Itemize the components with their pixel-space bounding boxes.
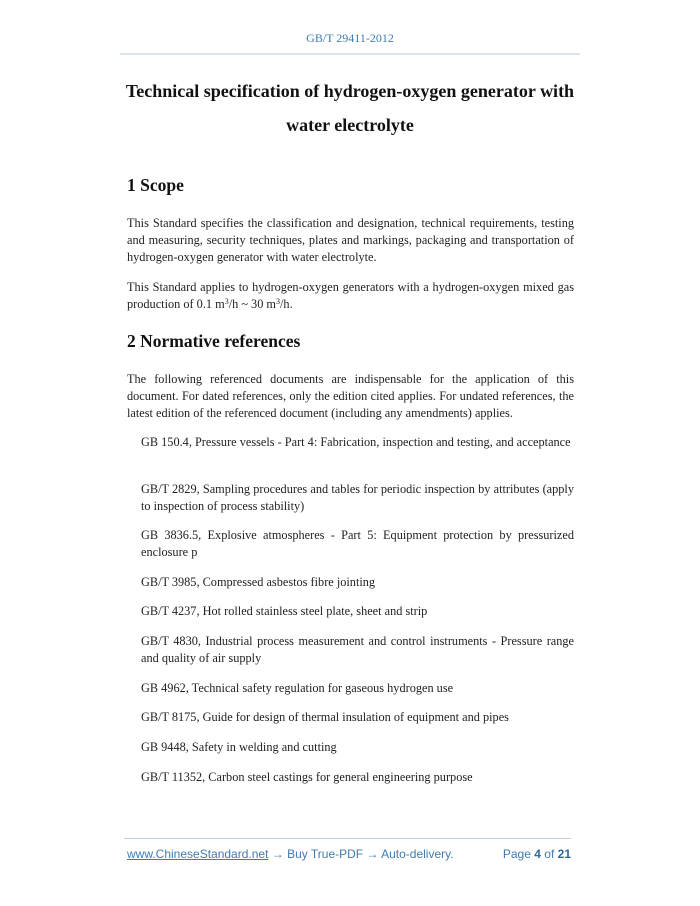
page-of-label: of [544, 847, 555, 861]
page-number [503, 847, 571, 861]
header-divider [120, 53, 580, 55]
reference-item: GB 3836.5, Explosive atmospheres - Part 5: Equipment protection by pressurized enclosure p [141, 528, 574, 559]
page-label: Page [502, 847, 531, 861]
title-line-1: Technical specification of hydrogen-oxygen generator with [125, 81, 575, 101]
reference-item: GB/T 3985, Compressed asbestos fibre jointing [141, 575, 376, 589]
reference-item: GB/T 4237, Hot rolled stainless steel plate, sheet and strip [141, 604, 428, 618]
chinesestandard-link[interactable]: www.ChineseStandard.net [127, 847, 269, 861]
section-heading-scope: 1 Scope [127, 175, 184, 195]
reference-item: GB/T 11352, Carbon steel castings for general engineering purpose [141, 770, 473, 784]
reference-item: GB 9448, Safety in welding and cutting [141, 740, 337, 754]
document-title [0, 74, 700, 142]
reference-item: GB/T 4830, Industrial process measurement and control instruments - Pressure range and quality of air supply [141, 634, 574, 665]
section-heading-normative-references: 2 Normative references [127, 331, 301, 351]
scope-paragraph-1: This Standard specifies the classification and designation, technical requirements, testing and measuring, security techniques, plates and markings, packaging and transportation of hydrogen-oxygen generator with water electrolyte. [127, 216, 574, 264]
footer-promo [127, 847, 454, 861]
reference-item: GB 150.4, Pressure vessels - Part 4: Fabrication, inspection and testing, and acceptance [141, 435, 571, 449]
footer-divider [124, 838, 571, 839]
reference-item: GB 4962, Technical safety regulation for gaseous hydrogen use [141, 681, 454, 695]
normative-intro-paragraph: The following referenced documents are indispensable for the application of this document. For dated references, only the edition cited applies. For undated references, the latest edition of the referenced document (including any amendments) applies. [127, 372, 574, 420]
title-line-2: water electrolyte [286, 115, 414, 135]
page-header: GB/T 29411-2012 [306, 31, 394, 45]
reference-item: GB/T 2829, Sampling procedures and tables for periodic inspection by attributes (apply to inspection of process stability) [141, 482, 574, 513]
page-footer [127, 847, 571, 863]
scope-paragraph-2: This Standard applies to hydrogen-oxygen generators with a hydrogen-oxygen mixed gas production of 0.1 $m^3/h$ ~ 30 $m^3/h$. [127, 280, 574, 311]
reference-item: GB/T 8175, Guide for design of thermal insulation of equipment and pipes [141, 710, 509, 724]
footer-promo-text: → Buy True-PDF → Auto-delivery. [268, 847, 454, 861]
page-current: 4 [534, 847, 541, 861]
page-total: 21 [557, 847, 571, 861]
